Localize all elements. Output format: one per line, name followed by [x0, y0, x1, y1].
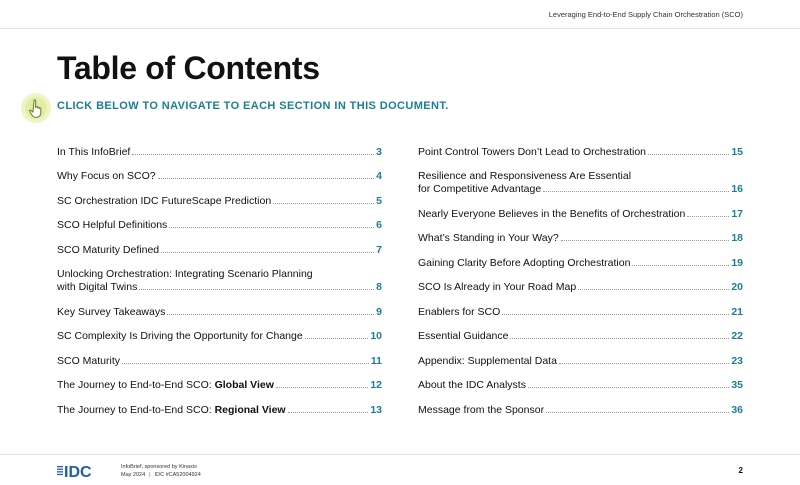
dot-leader	[305, 338, 369, 339]
dot-leader	[276, 387, 368, 388]
toc-link-journey-global-view[interactable]	[57, 379, 382, 392]
navigation-instruction: CLICK BELOW TO NAVIGATE TO EACH SECTION IN THIS DOCUMENT.	[57, 100, 449, 112]
toc-entry-prefix: The Journey to End-to-End SCO:	[57, 379, 215, 391]
toc-entry-title: Point Control Towers Don’t Lead to Orchestration	[418, 146, 647, 158]
toc-link-appendix[interactable]	[418, 355, 743, 368]
dot-leader	[528, 387, 729, 388]
footer-divider	[0, 454, 800, 455]
logo-text: IDC	[64, 464, 92, 480]
page-number: 2	[738, 466, 743, 475]
toc-entry-title: Resilience and Responsiveness Are Essential	[418, 170, 632, 182]
toc-entry-title: Essential Guidance	[418, 330, 509, 342]
toc-page-number: 12	[370, 379, 382, 391]
dot-leader	[559, 363, 729, 364]
dot-leader	[543, 191, 729, 192]
toc-link-about-analysts[interactable]	[418, 379, 743, 392]
toc-page-number: 16	[731, 182, 743, 195]
toc-link-journey-regional-view[interactable]	[57, 404, 382, 417]
footer-separator: |	[149, 472, 151, 478]
toc-entry-title: Why Focus on SCO?	[57, 170, 156, 182]
pointing-hand-icon	[20, 92, 52, 124]
toc-link-unlocking-orchestration[interactable]	[57, 268, 382, 293]
dot-leader	[578, 289, 729, 290]
toc-entry-title: SCO Maturity Defined	[57, 244, 160, 256]
toc-page-number: 7	[376, 244, 382, 256]
dot-leader	[510, 338, 729, 339]
toc-entry-title: Gaining Clarity Before Adopting Orchestration	[418, 257, 631, 269]
toc-link-essential-guidance[interactable]	[418, 330, 743, 343]
dot-leader	[648, 154, 729, 155]
dot-leader	[632, 265, 729, 266]
toc-entry-title: About the IDC Analysts	[418, 379, 526, 391]
footer-date: May 2024	[121, 472, 146, 478]
toc-link-enablers-for-sco[interactable]	[418, 306, 743, 319]
dot-leader	[546, 412, 729, 413]
footer-doc-info	[121, 472, 201, 478]
toc-entry-title: Key Survey Takeaways	[57, 306, 166, 318]
toc-page-number: 21	[731, 306, 743, 318]
toc-link-standing-in-your-way[interactable]	[418, 232, 743, 245]
toc-page-number: 9	[376, 306, 382, 318]
toc-page-number: 11	[370, 355, 382, 367]
toc-entry-title: SCO Maturity	[57, 355, 121, 367]
toc-page-number: 6	[376, 219, 382, 231]
toc-link-sc-complexity[interactable]	[57, 330, 382, 343]
footer-sponsor-line: InfoBrief, sponsored by Kinaxis	[121, 464, 197, 470]
toc-entry-emphasis: Global View	[214, 379, 274, 391]
toc-entry-title: SCO Is Already in Your Road Map	[418, 281, 577, 293]
toc-page-number: 17	[731, 208, 743, 220]
dot-leader	[561, 240, 730, 241]
page-title: Table of Contents	[57, 50, 320, 86]
dot-leader	[167, 314, 374, 315]
dot-leader	[122, 363, 369, 364]
toc-entry-title: What’s Standing in Your Way?	[418, 232, 559, 244]
dot-leader	[288, 412, 369, 413]
toc-page-number: 3	[376, 146, 382, 158]
toc-link-key-survey-takeaways[interactable]	[57, 306, 382, 319]
dot-leader	[132, 154, 374, 155]
toc-entry-title	[57, 404, 286, 417]
toc-entry-title: In This InfoBrief	[57, 146, 131, 158]
toc-page-number: 19	[731, 257, 743, 269]
dot-leader	[502, 314, 729, 315]
toc-link-resilience-responsiveness[interactable]	[418, 170, 743, 195]
toc-entry-title-continued: with Digital Twins	[57, 280, 138, 293]
dot-leader	[687, 216, 729, 217]
toc-entry-prefix: The Journey to End-to-End SCO:	[57, 404, 215, 416]
toc-page-number: 15	[731, 146, 743, 158]
toc-link-in-this-infobrief[interactable]	[57, 146, 382, 159]
dot-leader	[169, 227, 374, 228]
toc-page-number: 18	[731, 232, 743, 244]
toc-link-maturity-defined[interactable]	[57, 244, 382, 257]
dot-leader	[161, 252, 374, 253]
toc-entry-title	[57, 379, 274, 392]
toc-page-number: 20	[731, 281, 743, 293]
dot-leader	[273, 203, 374, 204]
toc-entry-title: SCO Helpful Definitions	[57, 219, 168, 231]
toc-link-message-from-sponsor[interactable]	[418, 404, 743, 417]
toc-link-sco-maturity[interactable]	[57, 355, 382, 368]
header-title: Leveraging End-to-End Supply Chain Orchestration (SCO)	[548, 10, 743, 19]
toc-page-number: 4	[376, 170, 382, 182]
toc-page-number: 35	[731, 379, 743, 391]
toc-entry-title: Appendix: Supplemental Data	[418, 355, 557, 367]
toc-link-futurescape-prediction[interactable]	[57, 195, 382, 208]
dot-leader	[139, 289, 374, 290]
toc-entry-title: Nearly Everyone Believes in the Benefits of Orchestration	[418, 208, 686, 220]
toc-page-number: 5	[376, 195, 382, 207]
toc-link-road-map[interactable]	[418, 281, 743, 294]
toc-page-number: 23	[731, 355, 743, 367]
toc-entry-title: Unlocking Orchestration: Integrating Scenario Planning	[57, 268, 313, 280]
toc-page-number: 13	[370, 404, 382, 416]
toc-link-point-control-towers[interactable]	[418, 146, 743, 159]
footer-doc-id: IDC #CA52004924	[154, 472, 201, 478]
toc-entry-title: SC Complexity Is Driving the Opportunity for Change	[57, 330, 303, 342]
toc-entry-title: SC Orchestration IDC FutureScape Prediction	[57, 195, 272, 207]
header-divider	[0, 28, 800, 29]
idc-logo	[57, 462, 107, 480]
toc-link-why-focus-on-sco[interactable]	[57, 170, 382, 183]
toc-entry-title: Message from the Sponsor	[418, 404, 545, 416]
toc-entry-title-continued: for Competitive Advantage	[418, 182, 542, 195]
toc-page-number: 36	[731, 404, 743, 416]
dot-leader	[158, 178, 375, 179]
toc-page-number: 22	[731, 330, 743, 342]
toc-entry-title: Enablers for SCO	[418, 306, 501, 318]
toc-link-benefits-of-orchestration[interactable]	[418, 208, 743, 221]
toc-link-helpful-definitions[interactable]	[57, 219, 382, 232]
toc-page-number: 8	[376, 280, 382, 293]
toc-page-number: 10	[370, 330, 382, 342]
toc-link-gaining-clarity[interactable]	[418, 257, 743, 270]
toc-entry-emphasis: Regional View	[214, 404, 286, 416]
